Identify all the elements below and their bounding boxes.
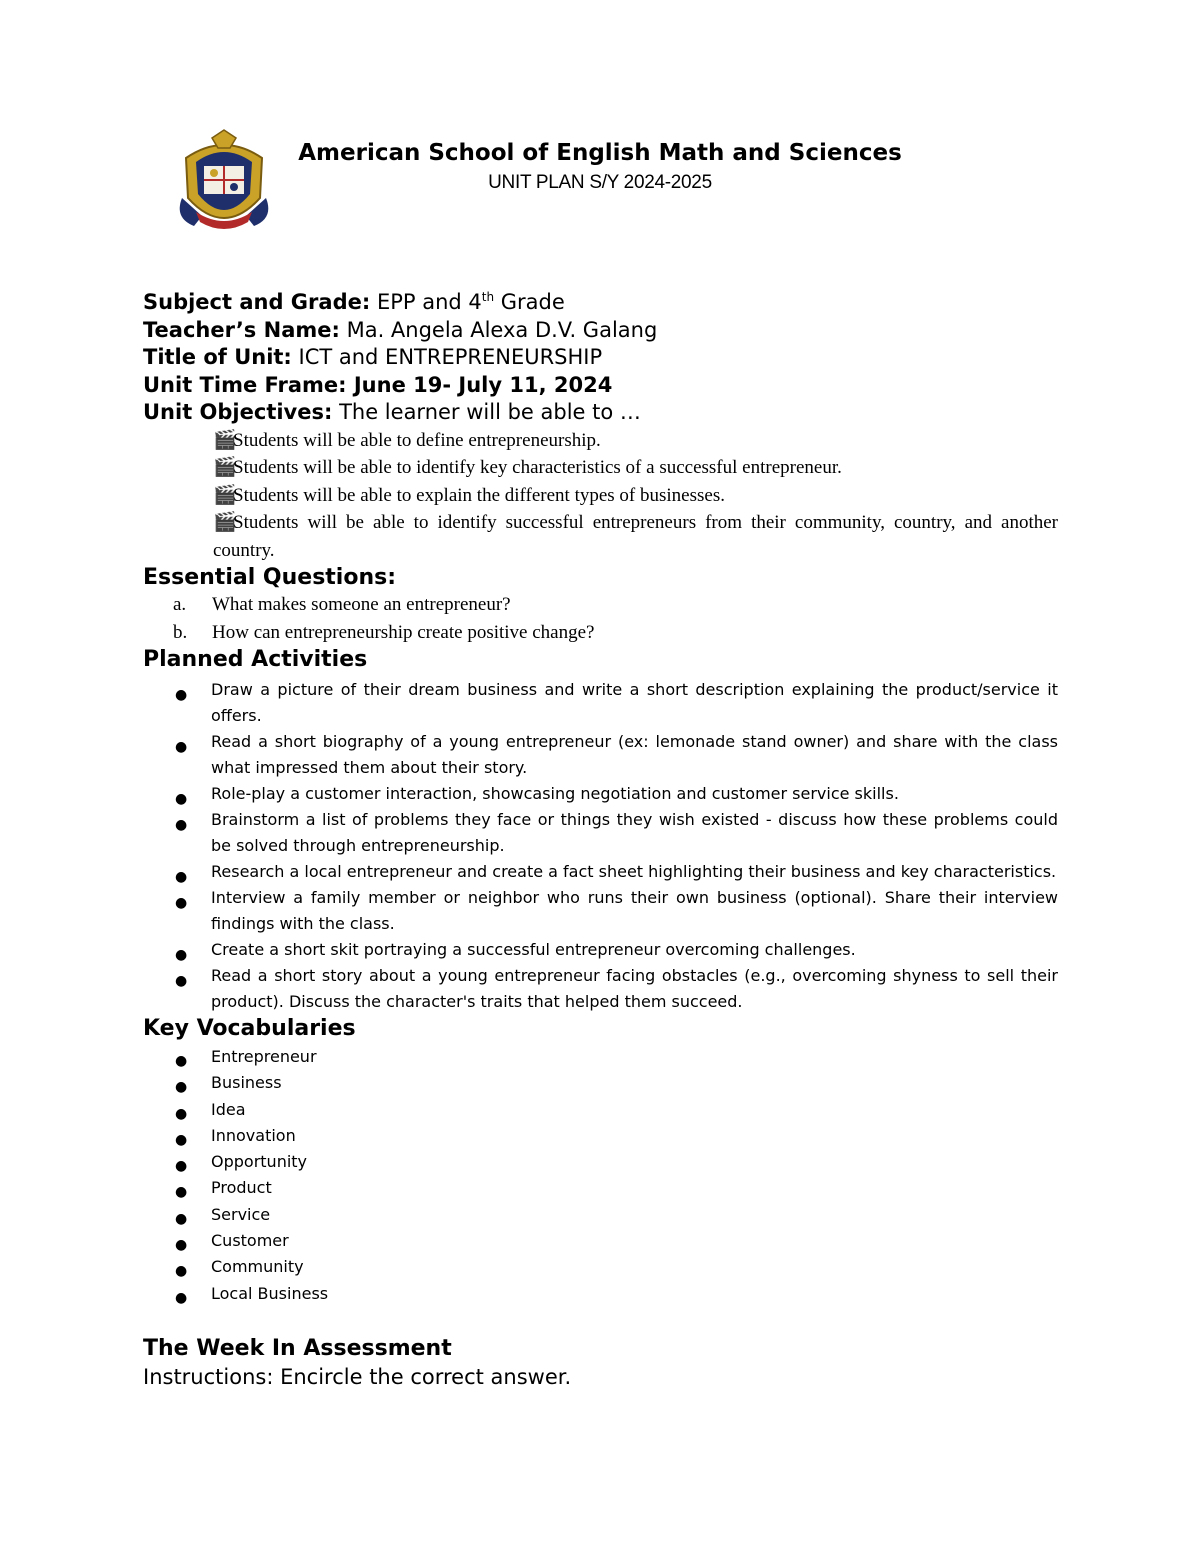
unit-objectives-line [143,399,1058,427]
activity-text: Draw a picture of their dream business and write a short description explaining the product/service it offers. [211,680,1058,725]
vocab-text: Customer [211,1231,289,1251]
key-vocabularies-list [143,1044,1058,1307]
activity-item [175,859,1058,885]
unit-title-value: ICT and ENTREPRENEURSHIP [298,345,603,369]
unit-title-label: Title of Unit: [143,345,292,369]
bullet-icon: ● [175,1210,188,1227]
objectives-list [143,427,1058,565]
bullet-icon: ● [175,817,188,833]
objective-item [213,509,1058,564]
activity-item [175,677,1058,729]
activity-text: Read a short biography of a young entrepreneur (ex: lemonade stand owner) and share with the class what impressed them about their story. [211,732,1058,777]
bullet-icon: ● [175,791,188,807]
objective-text: Students will be able to define entrepreneurship. [233,429,601,451]
bullet-icon: ● [175,973,188,989]
unit-timeframe-line [143,372,1058,400]
objective-item [213,427,1058,455]
subject-value-suffix: Grade [494,290,565,314]
document-body [143,284,1058,1391]
essential-questions-list [143,591,1058,646]
objective-text: Students will be able to identify successful entrepreneurs from their community, country, and another country. [213,512,1058,561]
activity-item [175,885,1058,937]
key-vocabularies-heading: Key Vocabularies [143,1016,356,1041]
bullet-icon: ● [175,739,188,755]
objectives-value: The learner will be able to … [339,400,641,424]
bullet-icon: ● [175,1053,188,1069]
bullet-icon: ● [175,1289,188,1306]
teacher-value: Ma. Angela Alexa D.V. Galang [346,317,658,342]
bullet-icon: ● [175,1079,188,1096]
activity-text: Role-play a customer interaction, showcasing negotiation and customer service skills. [211,784,899,803]
question-text: How can entrepreneurship create positive change? [212,621,595,643]
clapperboard-icon: 🎬 [213,512,237,533]
activity-text: Read a short story about a young entrepreneur facing obstacles (e.g., overcoming shyness to sell their product). Discuss the character's traits that helped them succeed. [211,966,1058,1011]
unit-title-line [143,344,1058,372]
activity-text: Create a short skit portraying a successful entrepreneur overcoming challenges. [211,940,856,959]
vocab-item [175,1123,1058,1149]
vocab-text: Service [211,1204,271,1224]
unit-plan-title: UNIT PLAN S/Y 2024-2025 [488,172,712,193]
activity-item [175,781,1058,807]
vocab-item [175,1281,1058,1307]
activity-item [175,729,1058,781]
vocab-item [175,1070,1058,1096]
bullet-icon: ● [175,869,188,885]
bullet-icon: ● [175,947,188,963]
bullet-icon: ● [175,687,188,703]
vocab-text: Idea [211,1099,246,1119]
activity-item [175,963,1058,1015]
grade-ordinal-superscript: th [481,290,495,304]
question-letter: b. [173,621,188,643]
clapperboard-icon: 🎬 [213,457,237,478]
question-letter: a. [173,594,187,615]
planned-activities-list [143,677,1058,1015]
vocab-item [175,1175,1058,1201]
vocab-text: Local Business [211,1283,329,1303]
subject-grade-line [143,284,1058,317]
vocab-item [175,1097,1058,1123]
question-text: What makes someone an entrepreneur? [212,594,511,615]
vocab-item [175,1044,1058,1070]
activity-text: Brainstorm a list of problems they face or things they wish existed - discuss how these problems could be solved through entrepreneurship. [211,810,1058,855]
unit-timeframe: Unit Time Frame: June 19- July 11, 2024 [143,372,613,397]
objective-text: Students will be able to explain the different types of businesses. [233,484,725,506]
question-item [173,591,1058,619]
activity-item [175,807,1058,859]
vocab-text: Opportunity [211,1152,308,1172]
teacher-name-line [143,317,1058,345]
bullet-icon: ● [175,1131,188,1148]
subject-label: Subject and Grade: [143,290,371,314]
subject-value: EPP and 4 [376,290,482,314]
vocab-text: Innovation [211,1125,296,1145]
assessment-instructions: Instructions: Encircle the correct answer. [143,1364,572,1389]
teacher-label: Teacher’s Name: [143,317,340,342]
essential-questions-heading: Essential Questions: [143,565,397,590]
activity-item [175,937,1058,963]
clapperboard-icon: 🎬 [213,429,237,451]
vocab-item [175,1202,1058,1228]
vocab-text: Business [211,1073,282,1093]
vocab-text: Community [211,1257,304,1277]
activity-text: Research a local entrepreneur and create a fact sheet highlighting their business and key characteristics. [211,862,1057,881]
bullet-icon: ● [175,895,188,911]
objective-item [213,454,1058,482]
bullet-icon: ● [175,1237,188,1254]
bullet-icon: ● [175,1105,188,1122]
school-name: American School of English Math and Sciences [298,140,902,166]
vocab-item [175,1254,1058,1280]
objective-item [213,482,1058,510]
planned-activities-heading: Planned Activities [143,647,368,672]
clapperboard-icon: 🎬 [213,484,237,506]
assessment-heading: The Week In Assessment [143,1335,452,1361]
bullet-icon: ● [175,1184,188,1201]
vocab-item [175,1149,1058,1175]
objectives-label: Unit Objectives: [143,400,333,424]
vocab-item [175,1228,1058,1254]
school-seal-icon [172,128,276,240]
activity-text: Interview a family member or neighbor who runs their own business (optional). Share their interview findings with the class. [211,888,1058,933]
bullet-icon: ● [175,1158,188,1175]
bullet-icon: ● [175,1263,188,1280]
objective-text: Students will be able to identify key characteristics of a successful entrepreneur. [233,457,842,478]
vocab-text: Entrepreneur [211,1047,317,1066]
question-item [173,619,1058,647]
vocab-text: Product [211,1178,272,1198]
